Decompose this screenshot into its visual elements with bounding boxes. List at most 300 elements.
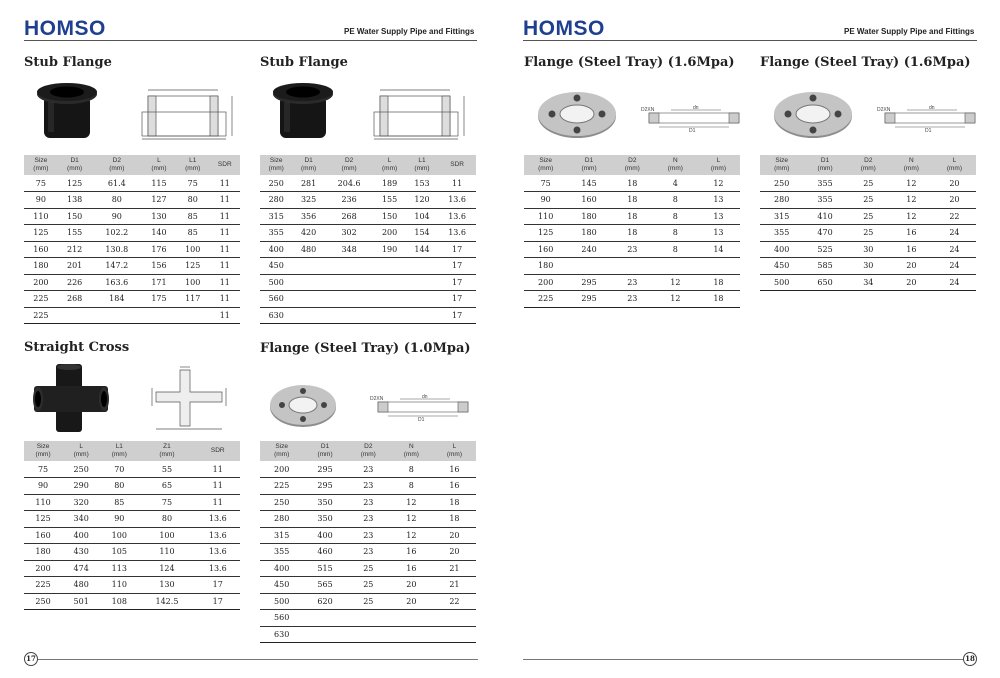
table-cell: 200: [524, 274, 567, 291]
table-cell: 8: [654, 241, 697, 258]
table-row: [260, 241, 476, 258]
table-cell: [406, 274, 438, 291]
table-cell: 17: [196, 577, 240, 594]
column-header: Size (mm): [260, 441, 303, 461]
table-cell: 295: [567, 274, 610, 291]
table-cell: 124: [138, 560, 195, 577]
table-cell: 175: [142, 291, 176, 308]
table-row: [260, 291, 476, 308]
table-cell: 30: [847, 241, 890, 258]
table-row: [524, 291, 740, 308]
table-cell: 25: [847, 208, 890, 225]
table-cell: 90: [24, 478, 62, 495]
table-row: [24, 544, 240, 561]
table-cell: 23: [347, 494, 390, 511]
table-cell: 13: [697, 225, 740, 242]
table-cell: 400: [303, 527, 346, 544]
spec-table-flange-1-0mpa: [260, 441, 476, 643]
table-cell: 160: [24, 527, 62, 544]
table-cell: 125: [524, 225, 567, 242]
column-header: SDR: [438, 155, 476, 175]
table-cell: [433, 610, 476, 627]
table-row: [24, 307, 240, 324]
table-cell: 150: [58, 208, 92, 225]
table-cell: 630: [260, 307, 292, 324]
table-cell: 13.6: [438, 208, 476, 225]
table-cell: 155: [373, 192, 405, 209]
table-cell: 355: [803, 175, 846, 192]
table-cell: 13.6: [196, 544, 240, 561]
drawing-label-d1: D1: [418, 417, 425, 422]
table-cell: 12: [654, 274, 697, 291]
table-cell: 525: [803, 241, 846, 258]
table-row: [260, 461, 476, 478]
table-row: [24, 258, 240, 275]
spec-table-stub-flange: [24, 155, 240, 324]
table-header-row: [24, 441, 240, 461]
table-cell: 17: [438, 291, 476, 308]
table-cell: [303, 610, 346, 627]
table-row: [24, 527, 240, 544]
table-row: [24, 461, 240, 478]
column-header: D2 (mm): [347, 441, 390, 461]
table-cell: 25: [847, 192, 890, 209]
table-cell: [142, 307, 176, 324]
table-cell: 11: [438, 175, 476, 192]
table-cell: 23: [611, 291, 654, 308]
column-header: D1 (mm): [292, 155, 324, 175]
table-cell: 23: [611, 241, 654, 258]
table-row: [524, 241, 740, 258]
table-cell: 350: [303, 511, 346, 528]
table-cell: 460: [303, 544, 346, 561]
table-cell: 280: [260, 192, 292, 209]
table-row: [260, 258, 476, 275]
table-cell: 25: [347, 560, 390, 577]
table-cell: 420: [292, 225, 324, 242]
table-cell: 12: [654, 291, 697, 308]
table-cell: 302: [325, 225, 374, 242]
table-row: [24, 208, 240, 225]
table-cell: 160: [567, 192, 610, 209]
table-cell: 11: [196, 461, 240, 478]
table-cell: 110: [100, 577, 138, 594]
table-cell: 18: [697, 291, 740, 308]
drawing-label-d1: D1: [689, 128, 696, 133]
table-cell: 355: [760, 225, 803, 242]
brand-logo: HOMSO: [24, 17, 106, 40]
column-header: Size (mm): [524, 155, 567, 175]
column-header: L1 (mm): [176, 155, 210, 175]
table-cell: 80: [100, 478, 138, 495]
header-tagline: PE Water Supply Pipe and Fittings: [844, 27, 975, 36]
header-rule: [523, 40, 977, 41]
table-cell: 12: [697, 175, 740, 192]
table-cell: 23: [347, 461, 390, 478]
table-row: [260, 560, 476, 577]
column-header: L1 (mm): [100, 441, 138, 461]
table-cell: 155: [58, 225, 92, 242]
table-cell: [292, 258, 324, 275]
table-cell: 80: [176, 192, 210, 209]
drawing-label-d2xn: D2XN: [877, 107, 891, 113]
table-cell: 21: [433, 577, 476, 594]
table-row: [260, 626, 476, 643]
table-cell: 11: [210, 274, 240, 291]
table-cell: 13.6: [196, 560, 240, 577]
table-cell: 24: [933, 225, 976, 242]
table-cell: 75: [24, 461, 62, 478]
table-cell: [406, 307, 438, 324]
table-cell: 90: [92, 208, 143, 225]
table-cell: 201: [58, 258, 92, 275]
table-cell: 560: [260, 291, 292, 308]
table-cell: 113: [100, 560, 138, 577]
table-cell: 8: [654, 208, 697, 225]
table-cell: 184: [92, 291, 143, 308]
steel-flange-photo: [268, 383, 338, 429]
table-cell: 585: [803, 258, 846, 275]
table-cell: [611, 258, 654, 275]
table-cell: 85: [176, 208, 210, 225]
table-row: [260, 527, 476, 544]
table-cell: 268: [58, 291, 92, 308]
table-cell: 85: [176, 225, 210, 242]
table-cell: 225: [24, 307, 58, 324]
table-cell: 500: [260, 593, 303, 610]
table-row: [260, 577, 476, 594]
table-cell: 13.6: [438, 225, 476, 242]
table-cell: 75: [524, 175, 567, 192]
table-row: [24, 274, 240, 291]
table-cell: [347, 610, 390, 627]
table-row: [760, 208, 976, 225]
table-cell: 110: [524, 208, 567, 225]
table-cell: 250: [260, 175, 292, 192]
table-cell: 80: [92, 192, 143, 209]
table-header-row: [760, 155, 976, 175]
table-row: [760, 241, 976, 258]
table-cell: [292, 307, 324, 324]
table-row: [260, 175, 476, 192]
table-cell: 515: [303, 560, 346, 577]
table-cell: 650: [803, 274, 846, 291]
column-header: L (mm): [62, 441, 100, 461]
table-cell: 80: [138, 511, 195, 528]
table-cell: 501: [62, 593, 100, 610]
table-cell: 200: [24, 274, 58, 291]
table-cell: 250: [260, 494, 303, 511]
table-cell: 24: [933, 241, 976, 258]
header-tagline: PE Water Supply Pipe and Fittings: [344, 27, 475, 36]
table-cell: 180: [567, 225, 610, 242]
table-row: [760, 225, 976, 242]
table-cell: 12: [890, 192, 933, 209]
table-cell: [92, 307, 143, 324]
table-cell: 500: [260, 274, 292, 291]
table-cell: [390, 610, 433, 627]
table-cell: 130: [142, 208, 176, 225]
steel-flange-drawing: [370, 394, 470, 422]
table-cell: 140: [142, 225, 176, 242]
table-cell: 16: [390, 544, 433, 561]
table-cell: 125: [176, 258, 210, 275]
table-cell: 280: [760, 192, 803, 209]
table-row: [760, 274, 976, 291]
table-cell: 150: [373, 208, 405, 225]
table-row: [260, 307, 476, 324]
table-cell: 90: [24, 192, 58, 209]
table-cell: 23: [347, 511, 390, 528]
table-cell: 100: [176, 274, 210, 291]
table-cell: 180: [567, 208, 610, 225]
column-header: Size (mm): [24, 155, 58, 175]
table-cell: 12: [390, 511, 433, 528]
table-cell: 163.6: [92, 274, 143, 291]
table-cell: 225: [260, 478, 303, 495]
column-header: D1 (mm): [567, 155, 610, 175]
table-row: [760, 258, 976, 275]
table-cell: [697, 258, 740, 275]
drawing-label-dn: dn: [422, 394, 428, 400]
column-header: Z1 (mm): [138, 441, 195, 461]
table-cell: 17: [196, 593, 240, 610]
column-header: L (mm): [697, 155, 740, 175]
table-cell: 450: [760, 258, 803, 275]
column-header: D2 (mm): [325, 155, 374, 175]
stub-flange-drawing: [140, 82, 240, 142]
table-cell: 11: [210, 307, 240, 324]
table-cell: 180: [524, 258, 567, 275]
column-header: Size (mm): [24, 441, 62, 461]
table-cell: 125: [24, 225, 58, 242]
page-number-left: 17: [24, 652, 38, 666]
column-header: L1 (mm): [406, 155, 438, 175]
table-header-row: [260, 155, 476, 175]
table-cell: [373, 274, 405, 291]
table-cell: 110: [24, 208, 58, 225]
table-cell: 25: [347, 593, 390, 610]
table-row: [24, 478, 240, 495]
table-cell: 20: [890, 258, 933, 275]
table-cell: 160: [524, 241, 567, 258]
table-cell: 204.6: [325, 175, 374, 192]
table-cell: 176: [142, 241, 176, 258]
table-cell: 200: [373, 225, 405, 242]
table-cell: 16: [890, 225, 933, 242]
table-cell: 16: [433, 461, 476, 478]
section-title-stub-flange: Stub Flange: [24, 55, 112, 70]
table-cell: 18: [611, 192, 654, 209]
table-cell: 130: [138, 577, 195, 594]
table-row: [24, 291, 240, 308]
table-cell: 156: [142, 258, 176, 275]
table-cell: 18: [611, 175, 654, 192]
table-cell: 16: [433, 478, 476, 495]
drawing-label-dn: dn: [929, 105, 935, 111]
table-cell: 171: [142, 274, 176, 291]
steel-flange-photo: [772, 88, 854, 140]
table-row: [524, 274, 740, 291]
table-cell: 13.6: [196, 527, 240, 544]
column-header: L (mm): [933, 155, 976, 175]
table-cell: [433, 626, 476, 643]
table-cell: [373, 258, 405, 275]
spec-table-stub-flange: [260, 155, 476, 324]
table-cell: 225: [524, 291, 567, 308]
table-cell: 138: [58, 192, 92, 209]
table-row: [24, 577, 240, 594]
table-cell: 22: [433, 593, 476, 610]
table-cell: 350: [303, 494, 346, 511]
table-cell: 25: [847, 225, 890, 242]
table-cell: [654, 258, 697, 275]
table-cell: 560: [260, 610, 303, 627]
table-cell: 4: [654, 175, 697, 192]
stub-flange-drawing: [372, 82, 472, 142]
table-cell: 34: [847, 274, 890, 291]
table-cell: 20: [390, 593, 433, 610]
table-cell: 281: [292, 175, 324, 192]
table-header-row: [260, 441, 476, 461]
table-cell: 225: [24, 577, 62, 594]
table-cell: 11: [210, 208, 240, 225]
table-cell: [325, 258, 374, 275]
table-cell: 8: [654, 225, 697, 242]
table-cell: 115: [142, 175, 176, 192]
table-cell: 8: [390, 478, 433, 495]
table-cell: 212: [58, 241, 92, 258]
table-cell: 100: [176, 241, 210, 258]
table-cell: 295: [567, 291, 610, 308]
page-number-right: 18: [963, 652, 977, 666]
brand-logo: HOMSO: [523, 17, 605, 40]
table-cell: 65: [138, 478, 195, 495]
table-cell: 11: [210, 241, 240, 258]
table-row: [260, 610, 476, 627]
table-row: [260, 494, 476, 511]
table-cell: 142.5: [138, 593, 195, 610]
column-header: Size (mm): [760, 155, 803, 175]
table-cell: 236: [325, 192, 374, 209]
table-cell: 24: [933, 258, 976, 275]
table-cell: 70: [100, 461, 138, 478]
column-header: D1 (mm): [803, 155, 846, 175]
table-cell: 565: [303, 577, 346, 594]
table-cell: 8: [654, 192, 697, 209]
table-cell: 400: [260, 241, 292, 258]
table-cell: 25: [347, 577, 390, 594]
table-cell: 200: [24, 560, 62, 577]
stub-flange-photo: [270, 80, 336, 142]
table-cell: 11: [196, 478, 240, 495]
table-cell: 104: [406, 208, 438, 225]
table-cell: 75: [176, 175, 210, 192]
table-cell: 315: [260, 527, 303, 544]
column-header: SDR: [196, 441, 240, 461]
table-cell: 11: [210, 175, 240, 192]
table-cell: 17: [438, 274, 476, 291]
table-cell: 20: [433, 527, 476, 544]
table-cell: 20: [933, 192, 976, 209]
table-cell: 320: [62, 494, 100, 511]
table-cell: 355: [260, 544, 303, 561]
column-header: L (mm): [142, 155, 176, 175]
table-cell: 90: [524, 192, 567, 209]
steel-flange-drawing: [641, 105, 741, 133]
table-cell: [325, 274, 374, 291]
table-cell: 620: [303, 593, 346, 610]
table-row: [24, 225, 240, 242]
table-row: [260, 225, 476, 242]
table-cell: 356: [292, 208, 324, 225]
table-cell: 18: [611, 208, 654, 225]
table-cell: 500: [760, 274, 803, 291]
table-cell: 153: [406, 175, 438, 192]
drawing-label-d1: D1: [925, 128, 932, 133]
table-cell: 105: [100, 544, 138, 561]
drawing-label-d2xn: D2XN: [641, 107, 655, 113]
table-cell: 480: [292, 241, 324, 258]
table-cell: 315: [760, 208, 803, 225]
table-cell: 108: [100, 593, 138, 610]
table-cell: 13: [697, 192, 740, 209]
column-header: L (mm): [373, 155, 405, 175]
table-cell: 180: [24, 544, 62, 561]
table-cell: [567, 258, 610, 275]
drawing-label-d2xn: D2XN: [370, 396, 384, 402]
table-cell: [292, 291, 324, 308]
table-row: [24, 593, 240, 610]
table-row: [760, 175, 976, 192]
section-title-flange-1-6mpa: Flange (Steel Tray) (1.6Mpa): [760, 55, 971, 70]
table-cell: 90: [100, 511, 138, 528]
table-cell: 348: [325, 241, 374, 258]
table-row: [24, 494, 240, 511]
table-cell: 102.2: [92, 225, 143, 242]
table-cell: 268: [325, 208, 374, 225]
table-cell: 12: [390, 527, 433, 544]
table-cell: 17: [438, 307, 476, 324]
table-cell: 17: [438, 258, 476, 275]
table-cell: 240: [567, 241, 610, 258]
column-header: Size (mm): [260, 155, 292, 175]
header-rule: [24, 40, 477, 41]
table-cell: 160: [24, 241, 58, 258]
section-title-flange-1-0mpa: Flange (Steel Tray) (1.0Mpa): [260, 341, 471, 356]
table-cell: 630: [260, 626, 303, 643]
table-cell: 30: [847, 258, 890, 275]
table-cell: 125: [24, 511, 62, 528]
table-cell: 144: [406, 241, 438, 258]
table-cell: 400: [760, 241, 803, 258]
table-cell: 130.8: [92, 241, 143, 258]
column-header: SDR: [210, 155, 240, 175]
table-cell: 13.6: [438, 192, 476, 209]
table-row: [260, 274, 476, 291]
table-row: [24, 175, 240, 192]
table-cell: [176, 307, 210, 324]
section-title-flange-1-6mpa: Flange (Steel Tray) (1.6Mpa): [524, 55, 735, 70]
table-cell: 190: [373, 241, 405, 258]
table-header-row: [524, 155, 740, 175]
table-cell: 315: [260, 208, 292, 225]
table-cell: 480: [62, 577, 100, 594]
table-cell: [303, 626, 346, 643]
table-cell: 225: [24, 291, 58, 308]
table-cell: 189: [373, 175, 405, 192]
table-cell: 325: [292, 192, 324, 209]
